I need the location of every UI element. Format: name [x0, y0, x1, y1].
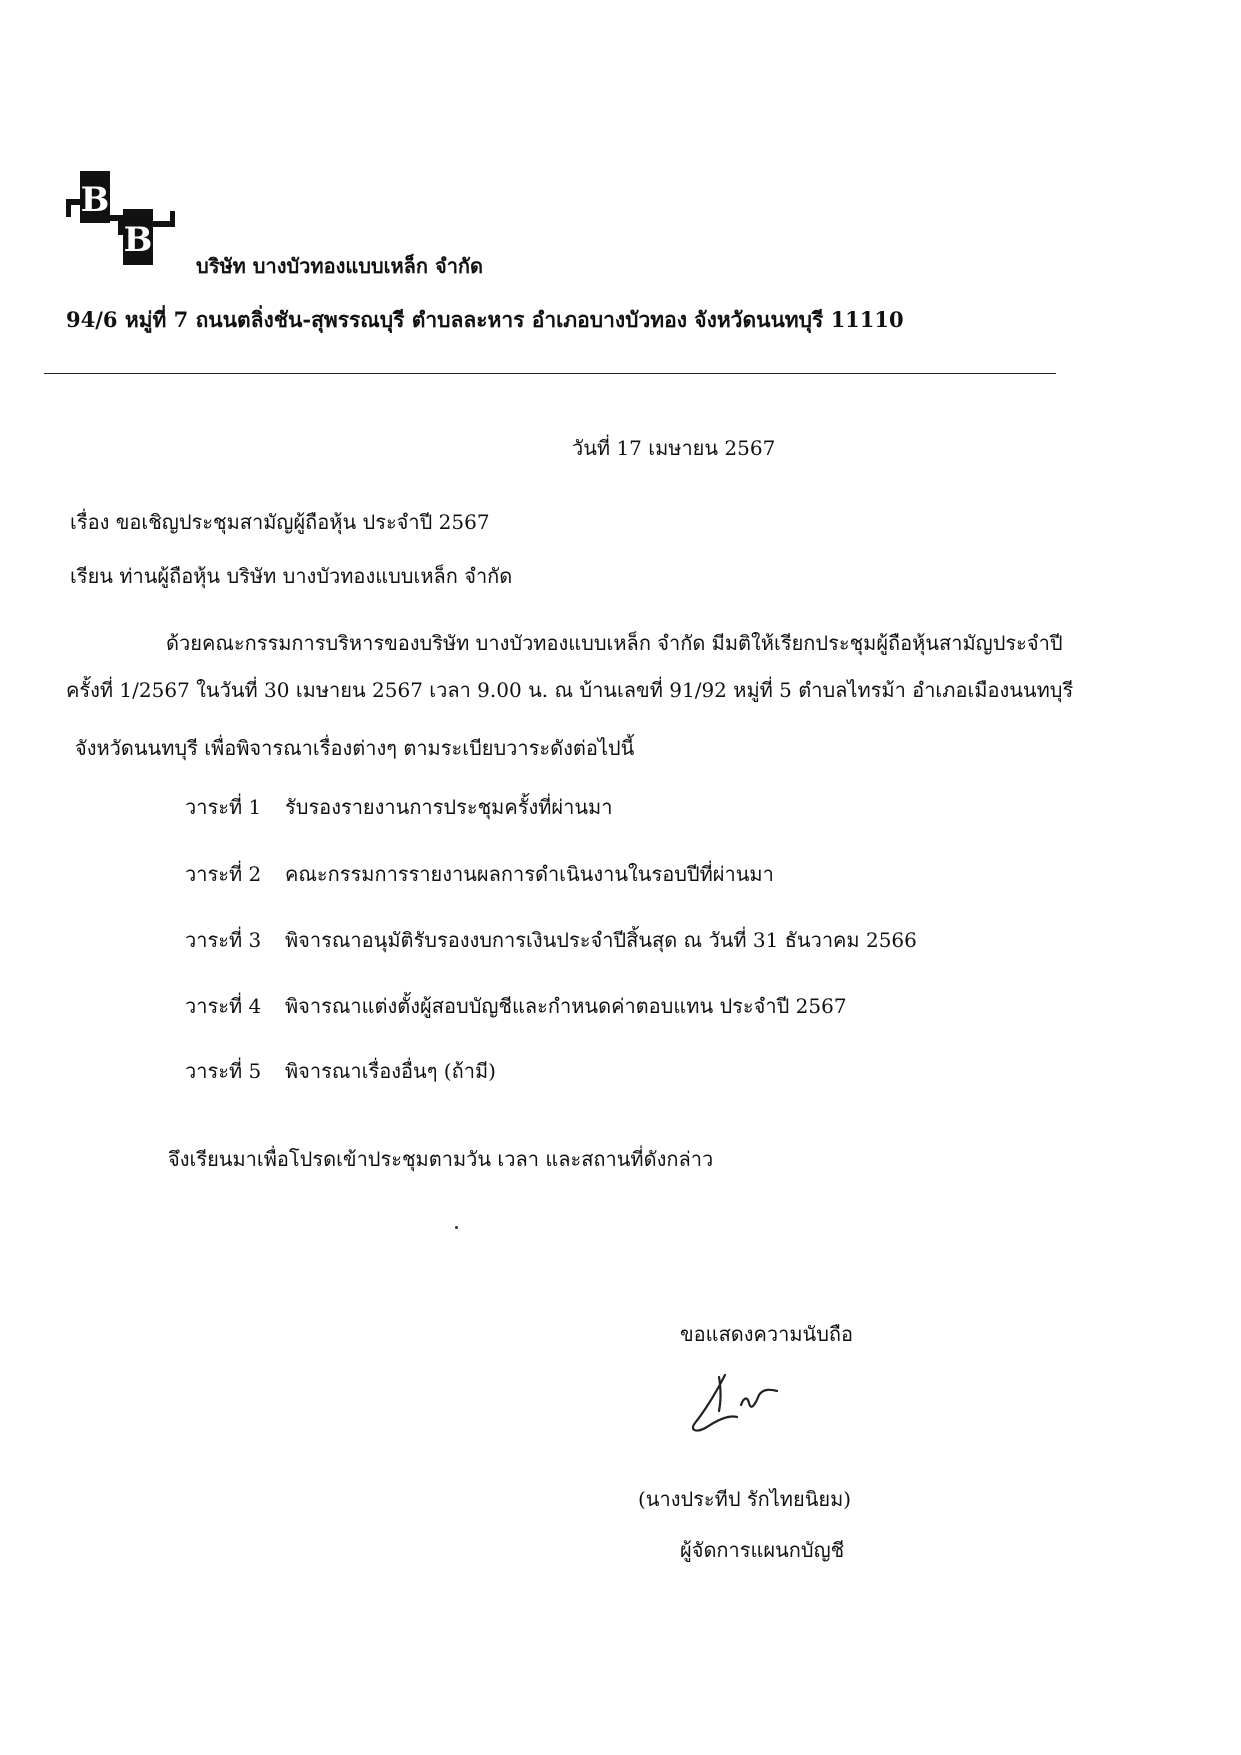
header-divider: [44, 373, 1056, 374]
company-name: บริษัท บางบัวทองแบบเหล็ก จำกัด: [196, 254, 484, 278]
agenda-text: รับรองรายงานการประชุมครั้งที่ผ่านมา: [285, 795, 613, 819]
agenda-number: วาระที่ 3: [185, 928, 262, 952]
handwritten-signature: [685, 1365, 795, 1445]
company-logo: [66, 171, 178, 266]
stray-dot: [455, 1226, 458, 1229]
body-line-3: จังหวัดนนทบุรี เพื่อพิจารณาเรื่องต่างๆ ตามระเบียบวาระดังต่อไปนี้: [75, 736, 635, 760]
closing-line: จึงเรียนมาเพื่อโปรดเข้าประชุมตามวัน เวลา และสถานที่ดังกล่าว: [168, 1147, 714, 1171]
agenda-item: [185, 791, 612, 823]
signatory-name: (นางประทีป รักไทยนิยม): [638, 1487, 852, 1511]
letter-subject: เรื่อง ขอเชิญประชุมสามัญผู้ถือหุ้น ประจำปี 2567: [70, 510, 490, 534]
agenda-text: คณะกรรมการรายงานผลการดำเนินงานในรอบปีที่ผ่านมา: [285, 862, 774, 886]
svg-text:B: B: [123, 220, 153, 260]
agenda-text: พิจารณาเรื่องอื่นๆ (ถ้ามี): [285, 1059, 496, 1083]
signatory-position: ผู้จัดการแผนกบัญชี: [680, 1538, 845, 1562]
body-line-2: ครั้งที่ 1/2567 ในวันที่ 30 เมษายน 2567 เวลา 9.00 น. ณ บ้านเลขที่ 91/92 หมู่ที่ 5 ตำบลไทรม้า อำเภอเมืองนนทบุรี: [66, 678, 1074, 702]
agenda-item: [185, 924, 917, 956]
letter-date: วันที่ 17 เมษายน 2567: [572, 436, 776, 460]
agenda-text: พิจารณาอนุมัติรับรองงบการเงินประจำปีสิ้นสุด ณ วันที่ 31 ธันวาคม 2566: [285, 928, 917, 952]
agenda-text: พิจารณาแต่งตั้งผู้สอบบัญชีและกำหนดค่าตอบแทน ประจำปี 2567: [285, 994, 847, 1018]
body-line-1: ด้วยคณะกรรมการบริหารของบริษัท บางบัวทองแบบเหล็ก จำกัด มีมติให้เรียกประชุมผู้ถือหุ้นสามัญประจำปี: [166, 631, 1063, 655]
agenda-item: [185, 858, 774, 890]
company-address: 94/6 หมู่ที่ 7 ถนนตลิ่งชัน-สุพรรณบุรี ตำบลละหาร อำเภอบางบัวทอง จังหวัดนนทบุรี 11110: [66, 307, 904, 332]
agenda-number: วาระที่ 2: [185, 862, 262, 886]
agenda-number: วาระที่ 5: [185, 1059, 262, 1083]
agenda-number: วาระที่ 1: [185, 795, 262, 819]
agenda-number: วาระที่ 4: [185, 994, 262, 1018]
letter-recipient: เรียน ท่านผู้ถือหุ้น บริษัท บางบัวทองแบบเหล็ก จำกัด: [70, 564, 513, 588]
regards-text: ขอแสดงความนับถือ: [680, 1322, 854, 1346]
svg-text:B: B: [80, 180, 110, 220]
agenda-item: [185, 1055, 496, 1087]
agenda-item: [185, 990, 847, 1022]
